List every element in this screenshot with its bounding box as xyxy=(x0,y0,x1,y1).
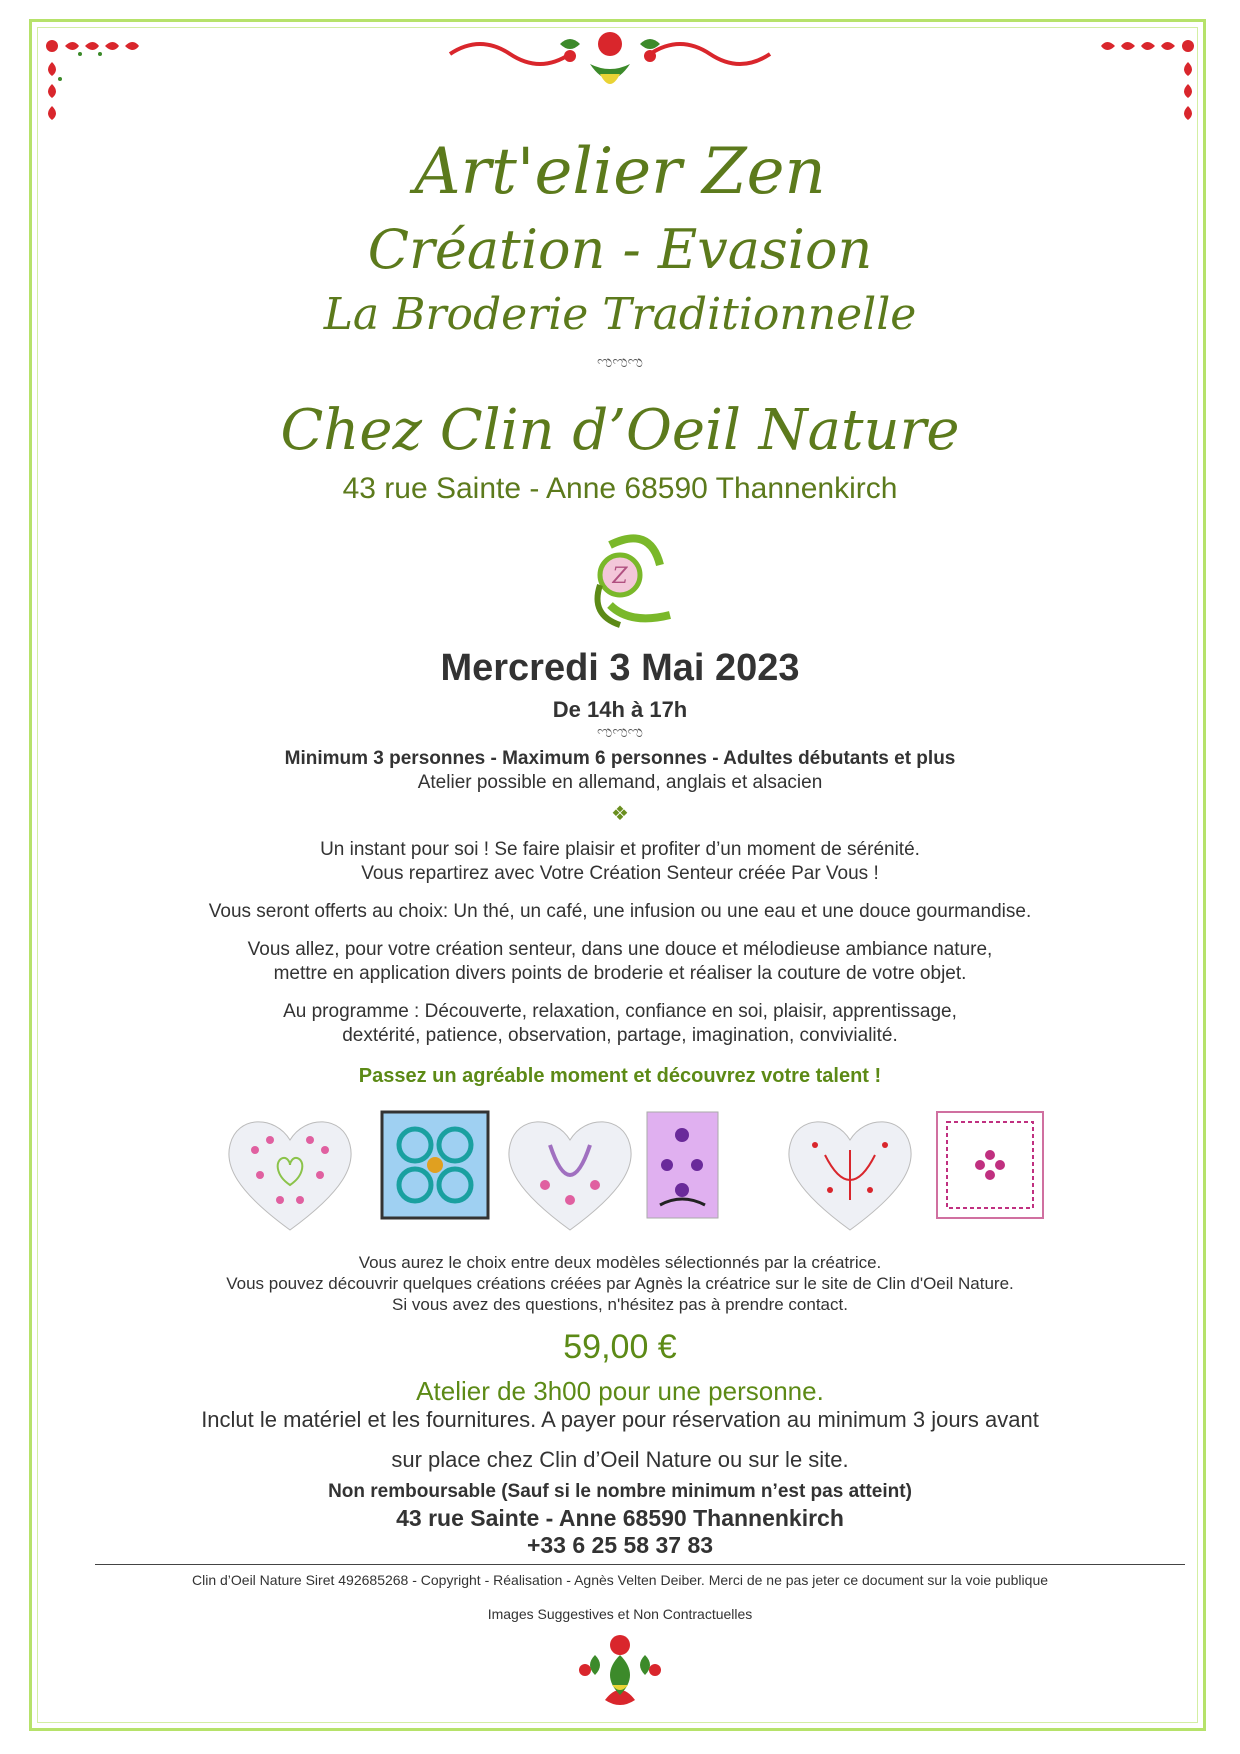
description-paragraph-4: Au programme : Découverte, relaxation, confiance en soi, plaisir, apprentissage, dextérité, patience, observation, partage, imagination, convivialité. xyxy=(283,1001,957,1046)
event-hours: De 14h à 17h xyxy=(552,697,688,722)
sample-heart-red xyxy=(785,1110,915,1235)
event-theme: La Broderie Traditionnelle xyxy=(323,289,917,340)
sample-rectangle-violet xyxy=(645,1110,720,1220)
contact-phone: +33 6 25 58 37 83 xyxy=(526,1532,714,1558)
logo-emblem xyxy=(580,525,690,635)
talent-slogan: Passez un agréable moment et découvrez votre talent ! xyxy=(358,1065,882,1087)
event-title: Art'elier Zen xyxy=(414,135,826,209)
event-date: Mercredi 3 Mai 2023 xyxy=(440,647,800,689)
floral-ornament-bottom xyxy=(560,1625,680,1715)
svg-text:Z: Z xyxy=(612,564,628,589)
non-refundable-note: Non remboursable (Sauf si le nombre minimum n’est pas atteint) xyxy=(328,1481,912,1502)
diamond-separator: ❖ xyxy=(611,803,629,825)
footer-disclaimer: Images Suggestives et Non Contractuelles xyxy=(487,1606,753,1622)
description-paragraph-1: Un instant pour soi ! Se faire plaisir et profiter d’un moment de sérénité. Vous repartirez avec Votre Création Senteur créée Par Vous ! xyxy=(320,839,920,884)
sample-heart-purple xyxy=(505,1110,635,1235)
separator-ornament: ಌಌಌ xyxy=(597,354,643,371)
separator-ornament-2: ಌಌಌ xyxy=(597,724,643,741)
footer-legal: Clin d’Oeil Nature Siret 492685268 - Copyright - Réalisation - Agnès Velten Deiber. Merci de ne pas jeter ce document sur la voie publique xyxy=(191,1572,1049,1588)
sample-square-blue xyxy=(380,1110,490,1220)
includes-info: Inclut le matériel et les fournitures. A payer pour réservation au minimum 3 jours avant xyxy=(201,1407,1039,1432)
venue-address: 43 rue Sainte - Anne 68590 Thannenkirch xyxy=(342,472,898,505)
contact-address: 43 rue Sainte - Anne 68590 Thannenkirch xyxy=(396,1505,844,1531)
corner-ornament-top-right xyxy=(1090,34,1200,134)
sample-square-magenta xyxy=(935,1110,1045,1220)
choice-line-1: Vous aurez le choix entre deux modèles sélectionnés par la créatrice. xyxy=(358,1253,882,1272)
event-subtitle: Création - Evasion xyxy=(367,218,873,281)
choice-line-2: Vous pouvez découvrir quelques créations créées par Agnès la créatrice sur le site de Clin d'Oeil Nature. xyxy=(226,1274,1014,1293)
languages-info: Atelier possible en allemand, anglais et alsacien xyxy=(417,772,823,793)
embroidery-samples-gallery xyxy=(220,1110,1080,1240)
onsite-info: sur place chez Clin d’Oeil Nature ou sur le site. xyxy=(391,1447,849,1472)
description-paragraph-3: Vous allez, pour votre création senteur, dans une douce et mélodieuse ambiance nature, mettre en application divers points de broderie et réaliser la couture de votre objet. xyxy=(247,939,993,984)
participants-info: Minimum 3 personnes - Maximum 6 personnes - Adultes débutants et plus xyxy=(284,748,956,769)
description-paragraph-2: Vous seront offerts au choix: Un thé, un café, une infusion ou une eau et une douce gourmandise. xyxy=(208,901,1032,922)
floral-ornament-top xyxy=(440,24,780,94)
corner-ornament-top-left xyxy=(40,34,150,134)
venue-name: Chez Clin d’Oeil Nature xyxy=(280,398,960,463)
choice-line-3: Si vous avez des questions, n'hésitez pas à prendre contact. xyxy=(392,1295,848,1314)
workshop-duration: Atelier de 3h00 pour une personne. xyxy=(416,1376,824,1406)
price: 59,00 € xyxy=(563,1328,677,1366)
sample-heart-pink xyxy=(225,1110,355,1235)
footer-divider xyxy=(95,1564,1185,1565)
